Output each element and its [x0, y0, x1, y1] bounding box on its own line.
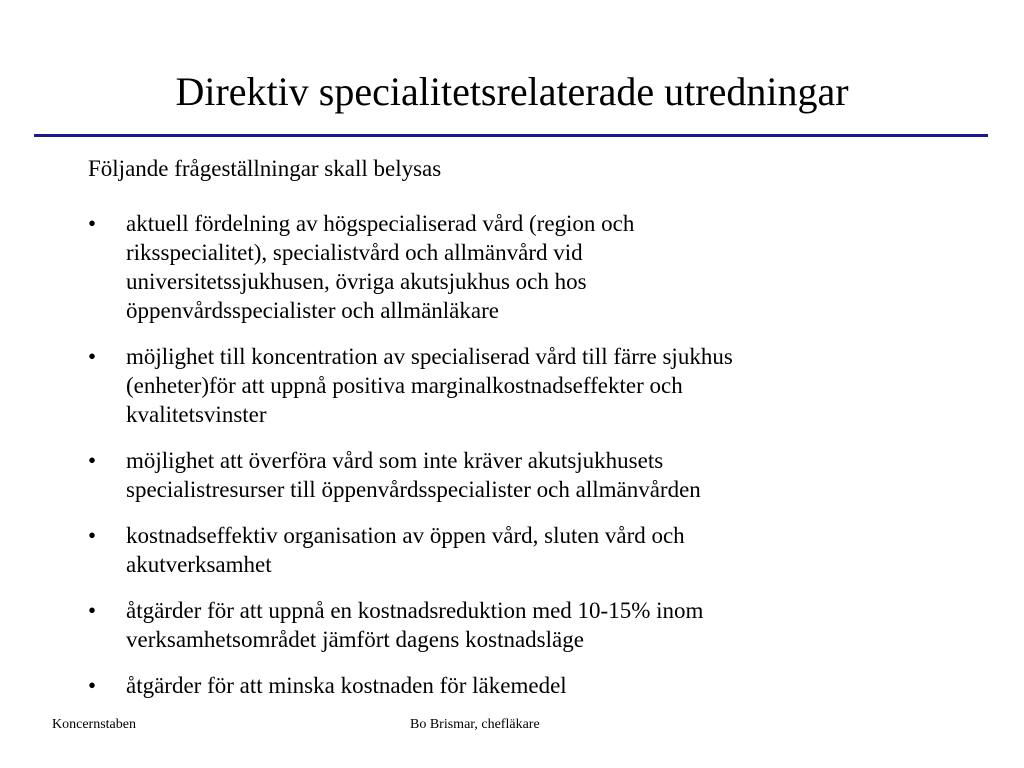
bullet-text: [126, 521, 948, 579]
bullet-line: kostnadseffektiv organisation av öppen vård, sluten vård och: [126, 523, 685, 548]
bullet-line: möjlighet till koncentration av specialiserad vård till färre sjukhus: [126, 344, 733, 369]
bullet-line: universitetssjukhusen, övriga akutsjukhus och hos: [126, 269, 587, 294]
bullet-line: aktuell fördelning av högspecialiserad vård (region och: [126, 211, 635, 236]
bullet-icon: •: [88, 448, 97, 473]
bullet-line: specialistresurser till öppenvårdsspecialister och allmänvården: [126, 477, 701, 502]
bullet-text: [126, 596, 948, 654]
bullet-text: [126, 671, 948, 700]
bullet-line: åtgärder för att uppnå en kostnadsreduktion med 10-15% inom: [126, 598, 704, 623]
bullet-line: (enheter)för att uppnå positiva marginalkostnadseffekter och: [126, 373, 683, 398]
bullet-line: kvalitetsvinster: [126, 402, 267, 427]
bullet-line: åtgärder för att minska kostnaden för läkemedel: [126, 673, 567, 698]
list-item: [88, 521, 948, 579]
bullet-text: [126, 446, 948, 504]
bullet-line: akutverksamhet: [126, 552, 272, 577]
bullet-icon: •: [88, 598, 97, 623]
bullet-line: riksspecialitet), specialistvård och allmänvård vid: [126, 240, 583, 265]
intro-text: Följande frågeställningar skall belysas: [88, 156, 442, 181]
bullet-line: möjlighet att överföra vård som inte kräver akutsjukhusets: [126, 448, 664, 473]
list-item: [88, 342, 948, 429]
bullet-icon: •: [88, 211, 97, 236]
slide-title: Direktiv specialitetsrelaterade utredningar: [175, 69, 849, 114]
bullet-list: [88, 209, 948, 717]
list-item: [88, 446, 948, 504]
bullet-icon: •: [88, 344, 97, 369]
bullet-text: [126, 342, 948, 429]
bullet-icon: •: [88, 523, 97, 548]
list-item: [88, 671, 948, 700]
footer-author: Bo Brismar, chefläkare: [410, 717, 540, 732]
title-divider: [34, 134, 988, 137]
list-item: [88, 596, 948, 654]
list-item: [88, 209, 948, 325]
footer-department: Koncernstaben: [52, 717, 136, 732]
bullet-icon: •: [88, 673, 97, 698]
bullet-line: verksamhetsområdet jämfört dagens kostnadsläge: [126, 627, 584, 652]
bullet-text: [126, 209, 948, 325]
bullet-line: öppenvårdsspecialister och allmänläkare: [126, 298, 499, 323]
